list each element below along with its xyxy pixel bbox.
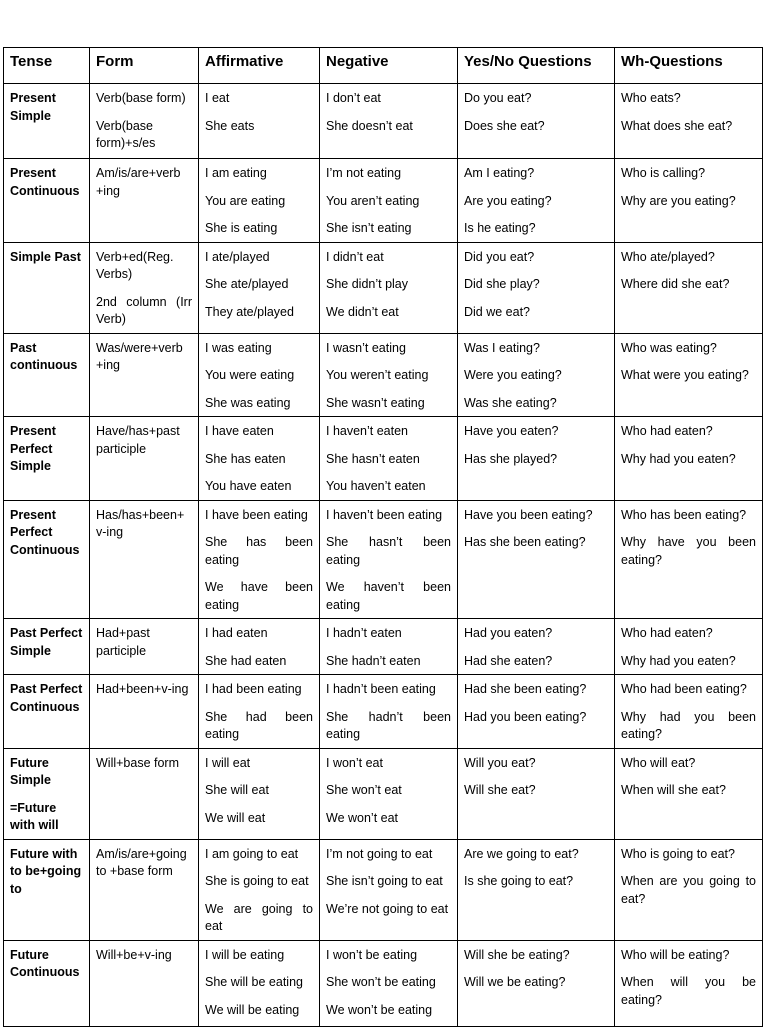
cell-text: We’re not going to eat <box>326 901 449 916</box>
affirmative-cell <box>199 417 320 501</box>
yes-no-question-cell <box>458 84 615 159</box>
cell-text: Was I eating? <box>464 340 540 355</box>
affirmative-cell <box>199 242 320 333</box>
cell-text: Has she played? <box>464 451 558 466</box>
header-affirmative: Affirmative <box>199 48 320 84</box>
cell-text: You were eating <box>205 368 295 382</box>
wh-question-cell <box>615 748 763 839</box>
affirmative-cell <box>199 748 320 839</box>
form-cell <box>90 839 199 940</box>
cell-text: I had eaten <box>205 626 268 640</box>
cell-text: Who ate/played? <box>621 249 715 264</box>
cell-text: Will+base form <box>96 755 180 770</box>
form-cell <box>90 333 199 417</box>
form-cell <box>90 619 199 675</box>
table-row <box>4 619 763 675</box>
affirmative-cell <box>199 839 320 940</box>
cell-text: Have you been eating? <box>464 507 593 522</box>
cell-text: She didn’t play <box>326 277 409 291</box>
cell-text: We will eat <box>205 810 266 825</box>
wh-question-cell <box>615 940 763 1026</box>
cell-text: Who has been eating? <box>621 507 747 522</box>
cell-text: You weren’t eating <box>326 368 429 382</box>
cell-text: Why had you eaten? <box>621 451 736 466</box>
cell-text: She ate/played <box>205 277 289 291</box>
cell-text: Who had eaten? <box>621 424 713 438</box>
tense-cell <box>4 333 90 417</box>
cell-text: Had you been eating? <box>464 709 587 724</box>
cell-text: She will be eating <box>205 975 303 989</box>
tense-cell <box>4 159 90 243</box>
negative-cell <box>320 619 458 675</box>
negative-cell <box>320 500 458 619</box>
cell-text: We didn’t eat <box>326 304 399 319</box>
cell-text: Why are you eating? <box>621 193 736 208</box>
header-form: Form <box>90 48 199 84</box>
cell-text: Who eats? <box>621 91 681 105</box>
header-yes-no-questions: Yes/No Questions <box>458 48 615 84</box>
cell-text: I will eat <box>205 755 251 770</box>
cell-text: Will we be eating? <box>464 975 566 989</box>
cell-text: You have eaten <box>205 479 292 493</box>
cell-text: She hadn’t eaten <box>326 653 421 668</box>
cell-text: I will be eating <box>205 947 285 962</box>
cell-text: I hadn’t eaten <box>326 626 402 640</box>
yes-no-question-cell <box>458 839 615 940</box>
cell-text: She hasn’t been eating <box>326 535 451 567</box>
cell-text: Verb+ed(Reg. Verbs) <box>96 249 174 281</box>
form-cell <box>90 84 199 159</box>
cell-text: Had she been eating? <box>464 682 587 696</box>
wh-question-cell <box>615 500 763 619</box>
cell-text: I didn’t eat <box>326 249 384 264</box>
affirmative-cell <box>199 940 320 1026</box>
cell-text: Did you eat? <box>464 249 535 264</box>
form-cell <box>90 675 199 749</box>
cell-text: I was eating <box>205 340 272 355</box>
cell-text: Do you eat? <box>464 91 532 105</box>
cell-text: Future Continuous <box>10 947 80 979</box>
yes-no-question-cell <box>458 159 615 243</box>
cell-text: Will she be eating? <box>464 947 570 962</box>
cell-text: She was eating <box>205 395 291 410</box>
cell-text: Were you eating? <box>464 368 562 382</box>
wh-question-cell <box>615 839 763 940</box>
cell-text: I have been eating <box>205 507 308 522</box>
cell-text: Was she eating? <box>464 395 557 410</box>
cell-text: Future Simple <box>10 755 51 787</box>
cell-text: You haven’t eaten <box>326 479 426 493</box>
negative-cell <box>320 417 458 501</box>
cell-text: Who will be eating? <box>621 947 730 962</box>
negative-cell <box>320 839 458 940</box>
cell-text: Is he eating? <box>464 221 536 235</box>
cell-text: Is she going to eat? <box>464 874 574 888</box>
cell-text: We will be eating <box>205 1002 300 1017</box>
wh-question-cell <box>615 417 763 501</box>
cell-text: I am going to eat <box>205 846 299 861</box>
cell-text: We won’t be eating <box>326 1002 433 1017</box>
form-cell <box>90 940 199 1026</box>
tense-cell <box>4 84 90 159</box>
yes-no-question-cell <box>458 242 615 333</box>
tense-cell <box>4 500 90 619</box>
cell-text: Present Perfect Continuous <box>10 507 80 557</box>
tense-cell <box>4 675 90 749</box>
cell-text: We are going to eat <box>205 901 313 933</box>
cell-text: Had+past participle <box>96 626 150 658</box>
affirmative-cell <box>199 500 320 619</box>
cell-text: I had been eating <box>205 682 302 696</box>
wh-question-cell <box>615 84 763 159</box>
form-cell <box>90 242 199 333</box>
table-row <box>4 84 763 159</box>
cell-text: She eats <box>205 118 255 133</box>
cell-text: Present Continuous <box>10 166 80 198</box>
cell-text: Will+be+v-ing <box>96 947 172 962</box>
cell-text: Why had you been eating? <box>621 709 756 741</box>
header-wh-questions: Wh-Questions <box>615 48 763 84</box>
negative-cell <box>320 333 458 417</box>
cell-text: She had eaten <box>205 653 287 668</box>
table-row <box>4 159 763 243</box>
cell-text: Had+been+v-ing <box>96 682 189 696</box>
affirmative-cell <box>199 159 320 243</box>
cell-text: I ate/played <box>205 249 270 264</box>
cell-text: She has eaten <box>205 451 286 466</box>
header-negative: Negative <box>320 48 458 84</box>
cell-text: Will you eat? <box>464 755 536 770</box>
cell-text: I won’t be eating <box>326 947 418 962</box>
cell-text: I won’t eat <box>326 755 383 770</box>
cell-text: When will you be eating? <box>621 975 756 1007</box>
negative-cell <box>320 940 458 1026</box>
cell-text: Why have you been eating? <box>621 535 756 567</box>
table-row <box>4 675 763 749</box>
cell-text: Are you eating? <box>464 193 552 208</box>
cell-text: Who was eating? <box>621 340 717 355</box>
cell-text: I haven’t eaten <box>326 424 409 438</box>
cell-text: Am/is/are+verb +ing <box>96 166 181 198</box>
cell-text: What were you eating? <box>621 368 749 382</box>
cell-text: You are eating <box>205 193 286 208</box>
cell-text: Had she eaten? <box>464 653 553 668</box>
cell-text: She will eat <box>205 783 269 797</box>
header-row <box>4 48 763 84</box>
cell-text: Who will eat? <box>621 755 696 770</box>
tense-cell <box>4 839 90 940</box>
cell-text: Past Perfect Simple <box>10 626 83 658</box>
cell-text: Will she eat? <box>464 783 536 797</box>
yes-no-question-cell <box>458 675 615 749</box>
cell-text: When are you going to eat? <box>621 874 756 906</box>
cell-text: Who is going to eat? <box>621 846 735 861</box>
cell-text: Who had eaten? <box>621 626 713 640</box>
cell-text: She wasn’t eating <box>326 395 425 410</box>
cell-text: Verb(base form)+s/es <box>96 118 156 150</box>
tense-cell <box>4 242 90 333</box>
affirmative-cell <box>199 619 320 675</box>
table-row <box>4 500 763 619</box>
yes-no-question-cell <box>458 940 615 1026</box>
cell-text: She is going to eat <box>205 874 309 888</box>
cell-text: You aren’t eating <box>326 193 420 208</box>
cell-text: Have you eaten? <box>464 424 559 438</box>
cell-text: They ate/played <box>205 304 294 319</box>
yes-no-question-cell <box>458 333 615 417</box>
cell-text: She isn’t going to eat <box>326 874 443 888</box>
wh-question-cell <box>615 619 763 675</box>
negative-cell <box>320 748 458 839</box>
negative-cell <box>320 242 458 333</box>
tense-cell <box>4 748 90 839</box>
cell-text: Am/is/are+going to +base form <box>96 846 187 878</box>
table-row <box>4 417 763 501</box>
cell-text: Did we eat? <box>464 304 531 319</box>
cell-text: She isn’t eating <box>326 221 412 235</box>
affirmative-cell <box>199 333 320 417</box>
yes-no-question-cell <box>458 619 615 675</box>
header-tense: Tense <box>4 48 90 84</box>
cell-text: We have been eating <box>205 580 313 612</box>
cell-text: She doesn’t eat <box>326 118 413 133</box>
table-row <box>4 333 763 417</box>
cell-text: She has been eating <box>205 535 313 567</box>
yes-no-question-cell <box>458 417 615 501</box>
cell-text: Am I eating? <box>464 166 535 180</box>
cell-text: She hasn’t eaten <box>326 451 420 466</box>
negative-cell <box>320 675 458 749</box>
cell-text: Have/has+past participle <box>96 424 180 456</box>
affirmative-cell <box>199 84 320 159</box>
cell-text: She hadn’t been eating <box>326 709 451 741</box>
cell-text: Past continuous <box>10 340 78 372</box>
cell-text: Present Simple <box>10 91 56 123</box>
cell-text: Are we going to eat? <box>464 846 579 861</box>
yes-no-question-cell <box>458 748 615 839</box>
cell-text: Where did she eat? <box>621 277 730 291</box>
cell-text: Who had been eating? <box>621 682 747 696</box>
cell-text: Does she eat? <box>464 118 545 133</box>
cell-text: When will she eat? <box>621 783 726 797</box>
cell-text: I’m not going to eat <box>326 846 433 861</box>
cell-text: I hadn’t been eating <box>326 682 436 696</box>
cell-text: I wasn’t eating <box>326 340 406 355</box>
cell-text: 2nd column (Irr Verb) <box>96 294 192 326</box>
negative-cell <box>320 84 458 159</box>
cell-text: =Future with will <box>10 800 59 832</box>
cell-text: Did she play? <box>464 277 540 291</box>
cell-text: We won’t eat <box>326 810 399 825</box>
table-row <box>4 940 763 1026</box>
wh-question-cell <box>615 242 763 333</box>
table-row <box>4 748 763 839</box>
cell-text: I have eaten <box>205 424 274 438</box>
cell-text: Was/were+verb +ing <box>96 340 183 372</box>
affirmative-cell <box>199 675 320 749</box>
cell-text: Who is calling? <box>621 166 706 180</box>
cell-text: I’m not eating <box>326 166 402 180</box>
form-cell <box>90 500 199 619</box>
cell-text: Verb(base form) <box>96 91 186 105</box>
form-cell <box>90 159 199 243</box>
tense-cell <box>4 619 90 675</box>
tense-cell <box>4 940 90 1026</box>
wh-question-cell <box>615 675 763 749</box>
cell-text: I haven’t been eating <box>326 507 443 522</box>
wh-question-cell <box>615 333 763 417</box>
cell-text: She won’t be eating <box>326 975 436 989</box>
cell-text: Has she been eating? <box>464 535 586 549</box>
cell-text: I don’t eat <box>326 91 381 105</box>
cell-text: Had you eaten? <box>464 626 553 640</box>
tense-cell <box>4 417 90 501</box>
form-cell <box>90 417 199 501</box>
cell-text: Past Perfect Continuous <box>10 682 83 714</box>
tense-table <box>3 47 763 1027</box>
table-row <box>4 242 763 333</box>
wh-question-cell <box>615 159 763 243</box>
negative-cell <box>320 159 458 243</box>
cell-text: Future with to be+going to <box>10 846 82 896</box>
cell-text: We haven’t been eating <box>326 580 451 612</box>
cell-text: I eat <box>205 91 230 105</box>
cell-text: She had been eating <box>205 709 313 741</box>
cell-text: Has/has+been+ v-ing <box>96 507 185 539</box>
cell-text: She won’t eat <box>326 783 402 797</box>
cell-text: I am eating <box>205 166 267 180</box>
cell-text: Present Perfect Simple <box>10 424 56 473</box>
form-cell <box>90 748 199 839</box>
cell-text: Simple Past <box>10 249 81 264</box>
table-body <box>4 84 763 1027</box>
cell-text: She is eating <box>205 221 278 235</box>
cell-text: What does she eat? <box>621 118 733 133</box>
table-row <box>4 839 763 940</box>
cell-text: Why had you eaten? <box>621 653 736 668</box>
yes-no-question-cell <box>458 500 615 619</box>
